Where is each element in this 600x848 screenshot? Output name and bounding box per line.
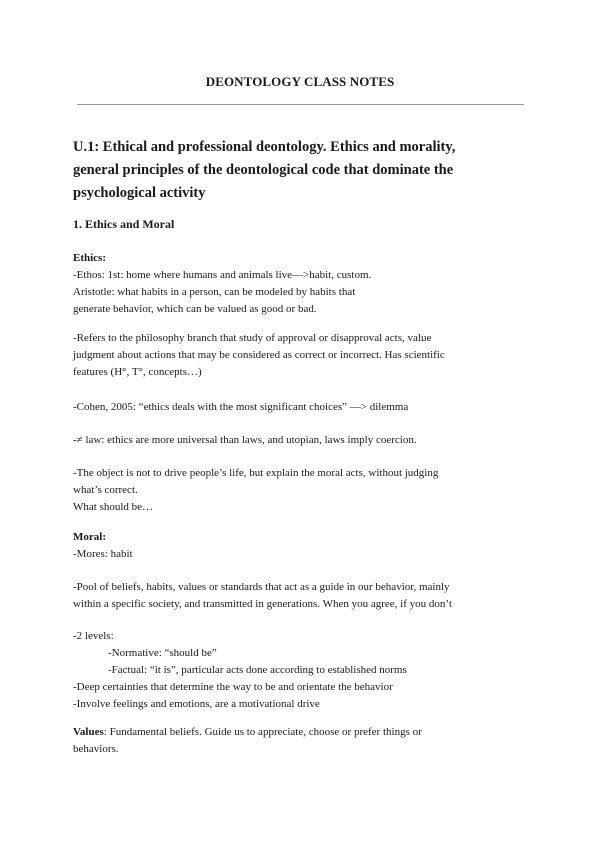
paragraph-line: -Cohen, 2005: “ethics deals with the most significant choices” —> dilemma <box>73 401 409 413</box>
paragraph-line: -Pool of beliefs, habits, values or standards that act as a guide in our behavior, mainly <box>73 581 450 593</box>
ethics-label: Ethics: <box>73 252 106 264</box>
paragraph-line: -Refers to the philosophy branch that study of approval or disapproval acts, value <box>73 332 432 344</box>
paragraph-line: Aristotle: what habits in a person, can be modeled by habits that <box>73 286 356 298</box>
paragraph-line: -Ethos: 1st: home where humans and animals live—>habit, custom. <box>73 269 372 281</box>
ethics-paragraph <box>73 330 553 381</box>
paragraph-line: judgment about actions that may be considered as correct or incorrect. Has scientific <box>73 349 445 361</box>
indented-line: -Factual: “it is”, particular acts done according to established norms <box>108 664 407 676</box>
unit-heading-line: general principles of the deontological code that dominate the <box>73 162 454 178</box>
paragraph-line: -The object is not to drive people’s life, but explain the moral acts, without judging <box>73 467 439 479</box>
unit-heading-line: U.1: Ethical and professional deontology. Ethics and morality, <box>73 139 456 155</box>
paragraph-line: features (H°, T°, concepts…) <box>73 366 202 378</box>
paragraph-line: -2 levels: <box>73 630 114 642</box>
paragraph-line: What should be… <box>73 501 154 513</box>
unit-heading <box>73 136 543 205</box>
values-paragraph <box>73 724 553 758</box>
moral-paragraph <box>73 579 553 613</box>
paragraph-line: within a specific society, and transmitted in generations. When you agree, if you don’t <box>73 598 452 610</box>
paragraph-line <box>73 724 553 741</box>
moral-block <box>73 529 553 563</box>
paragraph-line: -Involve feelings and emotions, are a motivational drive <box>73 698 320 710</box>
title-divider <box>77 104 524 105</box>
paragraph-line: behaviors. <box>73 743 119 755</box>
indented-line: -Normative: “should be” <box>108 647 217 659</box>
ethics-block <box>73 250 553 318</box>
paragraph-line: -≠ law: ethics are more universal than laws, and utopian, laws imply coercion. <box>73 434 417 446</box>
paragraph-line: -Deep certainties that determine the way to be and orientate the behavior <box>73 681 393 693</box>
unit-heading-line: psychological activity <box>73 185 206 201</box>
values-text: : Fundamental beliefs. Guide us to appreciate, choose or prefer things or <box>103 726 422 738</box>
section-heading: 1. Ethics and Moral <box>73 217 175 231</box>
paragraph-line: what’s correct. <box>73 484 138 496</box>
ethics-paragraph <box>73 432 553 449</box>
ethics-paragraph <box>73 399 553 416</box>
moral-levels <box>73 628 553 713</box>
values-label: Values <box>73 726 104 738</box>
page-title: DEONTOLOGY CLASS NOTES <box>205 74 395 89</box>
moral-label: Moral: <box>73 531 106 543</box>
paragraph-line: -Mores: habit <box>73 548 133 560</box>
ethics-paragraph <box>73 465 553 516</box>
paragraph-line: generate behavior, which can be valued as good or bad. <box>73 303 317 315</box>
